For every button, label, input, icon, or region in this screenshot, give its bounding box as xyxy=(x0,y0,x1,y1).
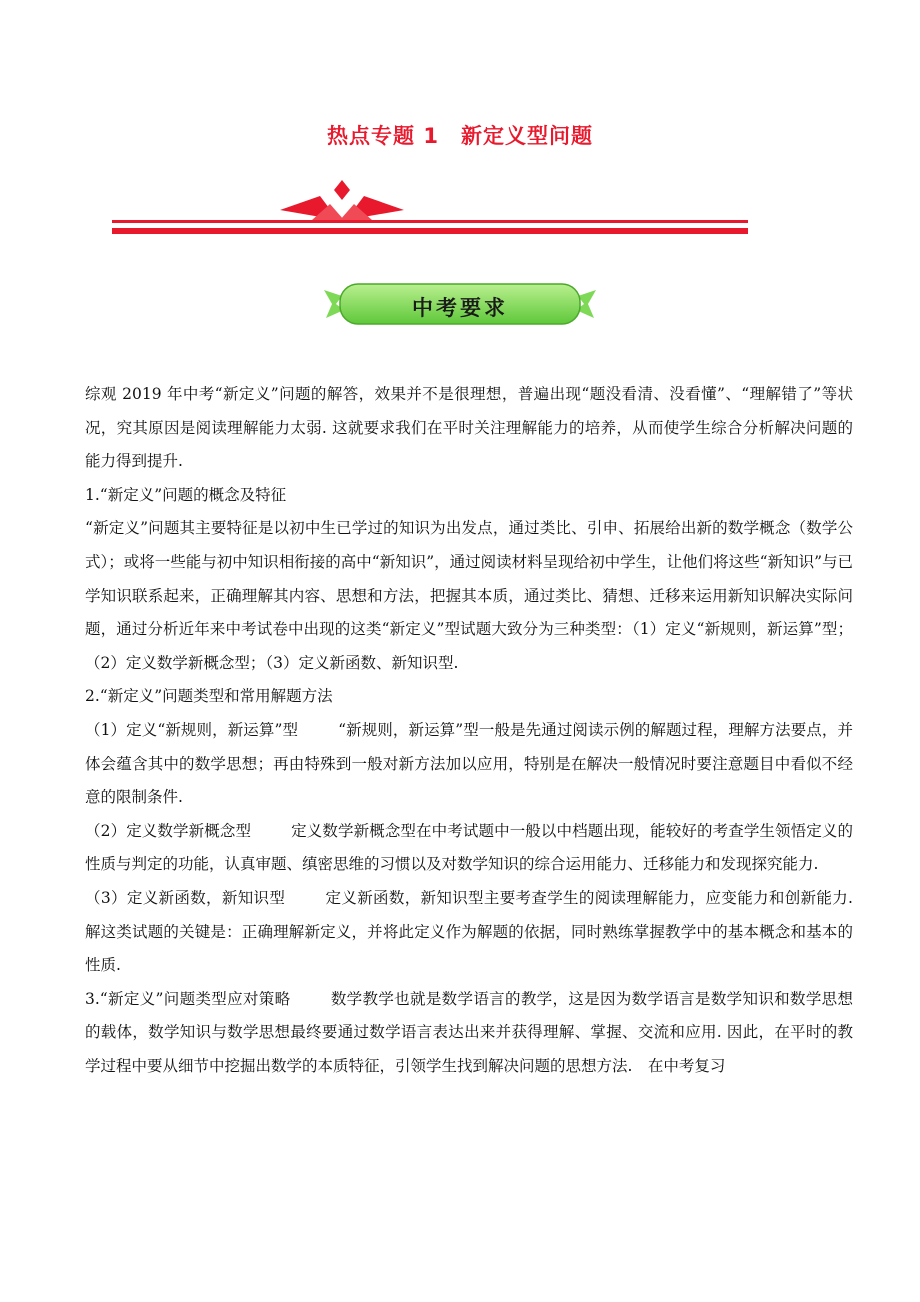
ribbon-bow-icon xyxy=(112,176,748,240)
item-1-label: （1）定义“新规则，新运算”型 xyxy=(85,720,299,739)
section-2-item-2 xyxy=(85,815,853,882)
section-3-body: 数学教学也就是数学语言的教学，这是因为数学语言是数学知识和数学思想的载体，数学知识与数学思想最终要通过数学语言表达出来并获得理解、掌握、交流和应用. 因此，在平时的教学过程中要从细节中挖掘出数学的本质特征，引领学生找到解决问题的思想方法. 在中考复习 xyxy=(85,989,853,1075)
section-2-item-3 xyxy=(85,882,853,983)
item-3-body: 定义新函数，新知识型主要考查学生的阅读理解能力，应变能力和创新能力. 解这类试题的关键是：正确理解新定义，并将此定义作为解题的依据，同时熟练掌握教学中的基本概念和基本的性质. xyxy=(85,888,853,975)
section-badge-label: 中考要求 xyxy=(412,296,508,320)
section-2-heading: 2.“新定义”问题类型和常用解题方法 xyxy=(85,687,333,706)
document-body xyxy=(85,378,853,1083)
item-2-body: 定义数学新概念型在中考试题中一般以中档题出现，能较好的考查学生领悟定义的性质与判定的功能，认真审题、缜密思维的习惯以及对数学知识的综合运用能力、迁移能力和发现探究能力. xyxy=(85,821,853,874)
section-1-heading: 1.“新定义”问题的概念及特征 xyxy=(85,485,287,504)
section-2-item-1 xyxy=(85,714,853,815)
item-3-label: （3）定义新函数，新知识型 xyxy=(85,888,286,907)
intro-paragraph: 综观 2019 年中考“新定义”问题的解答，效果并不是很理想，普遍出现“题没看清、没看懂”、“理解错了”等状况，究其原因是阅读理解能力太弱. 这就要求我们在平时关注理解能力的培养，从而使学生综合分析解决问题的能力得到提升. xyxy=(85,385,853,471)
section-3-paragraph xyxy=(85,983,853,1084)
page-title: 热点专题 1 新定义型问题 xyxy=(327,124,593,148)
item-2-label: （2）定义数学新概念型 xyxy=(85,821,252,840)
section-1-paragraph: “新定义”问题其主要特征是以初中生已学过的知识为出发点，通过类比、引申、拓展给出新的数学概念（数学公式）；或将一些能与初中知识相衔接的高中“新知识”，通过阅读材料呈现给初中学生，让他们将这些“新知识”与已学知识联系起来，正确理解其内容、思想和方法，把握其本质，通过类比、猜想、迁移来运用新知识解决实际问题，通过分析近年来中考试卷中出现的这类“新定义”型试题大致分为三种类型：（1）定义“新规则，新运算”型；（2）定义数学新概念型；（3）定义新函数、新知识型. xyxy=(85,519,853,672)
item-1-body: “新规则，新运算”型一般是先通过阅读示例的解题过程，理解方法要点，并体会蕴含其中的数学思想；再由特殊到一般对新方法加以应用，特别是在解决一般情况时要注意题目中看似不经意的限制条件. xyxy=(85,720,853,807)
section-3-label: 3.“新定义”问题类型应对策略 xyxy=(85,989,291,1008)
